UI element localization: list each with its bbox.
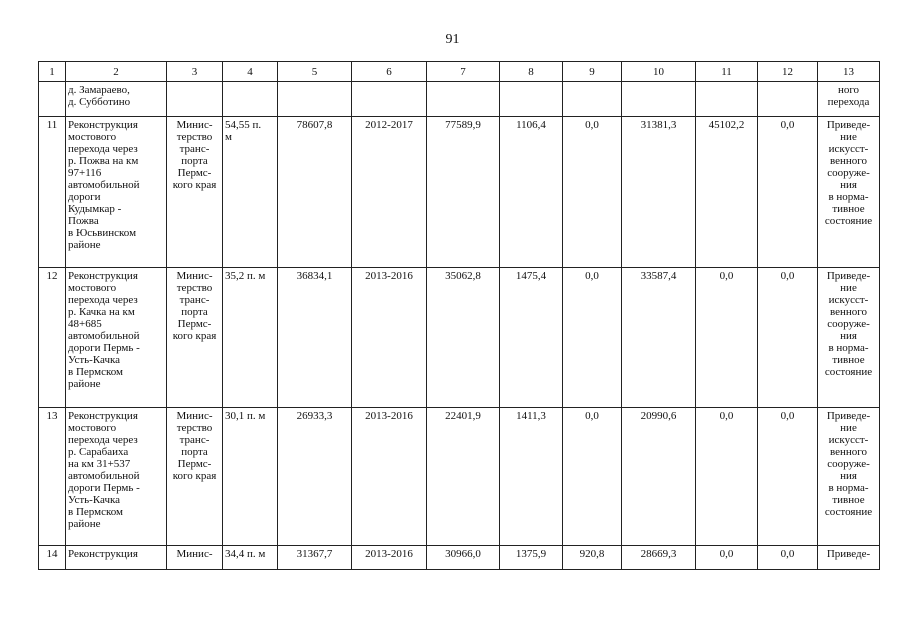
column-header: 3 <box>167 62 223 82</box>
table-cell <box>167 82 223 117</box>
object-name-cell: Реконструкция мостового перехода через р. Качка на км 48+685 автомобильной дороги Пермь - Усть-Качка в Пермском районе <box>66 268 167 408</box>
column-header: 1 <box>39 62 66 82</box>
executor-cell: Минис- терство транс- порта Пермс- кого края <box>167 268 223 408</box>
length-cell: 54,55 п. м <box>223 117 278 268</box>
table-cell <box>39 82 66 117</box>
column-header: 4 <box>223 62 278 82</box>
table-row <box>39 408 880 546</box>
object-name-cell: д. Замараево, д. Субботино <box>66 82 167 117</box>
value-cell: 0,0 <box>696 268 758 408</box>
table-row <box>39 268 880 408</box>
table-cell <box>758 82 818 117</box>
column-header: 5 <box>278 62 352 82</box>
column-header: 11 <box>696 62 758 82</box>
value-cell: 0,0 <box>758 546 818 570</box>
value-cell: 0,0 <box>758 408 818 546</box>
total-cost-cell: 26933,3 <box>278 408 352 546</box>
value-cell: 20990,6 <box>622 408 696 546</box>
executor-cell: Минис- терство транс- порта Пермс- кого края <box>167 408 223 546</box>
table-cell <box>352 82 427 117</box>
value-cell: 1375,9 <box>500 546 563 570</box>
length-cell: 34,4 п. м <box>223 546 278 570</box>
period-cell: 2013-2016 <box>352 268 427 408</box>
value-cell: 28669,3 <box>622 546 696 570</box>
table-cell <box>427 82 500 117</box>
table-row <box>39 546 880 570</box>
table-cell <box>563 82 622 117</box>
value-cell: 35062,8 <box>427 268 500 408</box>
value-cell: 1106,4 <box>500 117 563 268</box>
column-header: 9 <box>563 62 622 82</box>
total-cost-cell: 78607,8 <box>278 117 352 268</box>
value-cell: 0,0 <box>563 268 622 408</box>
value-cell: 1411,3 <box>500 408 563 546</box>
period-cell: 2013-2016 <box>352 546 427 570</box>
value-cell: 45102,2 <box>696 117 758 268</box>
table-cell <box>223 82 278 117</box>
result-cell: Приведе- ние искусст- венного сооруже- ния в норма- тивное состояние <box>818 408 880 546</box>
executor-cell: Минис- <box>167 546 223 570</box>
column-header: 13 <box>818 62 880 82</box>
column-header: 6 <box>352 62 427 82</box>
value-cell: 22401,9 <box>427 408 500 546</box>
column-header: 10 <box>622 62 696 82</box>
table-row <box>39 117 880 268</box>
row-number-cell: 13 <box>39 408 66 546</box>
result-cell: Приведе- <box>818 546 880 570</box>
value-cell: 31381,3 <box>622 117 696 268</box>
length-cell: 35,2 п. м <box>223 268 278 408</box>
value-cell: 0,0 <box>563 408 622 546</box>
row-number-cell: 11 <box>39 117 66 268</box>
value-cell: 920,8 <box>563 546 622 570</box>
page-number: 91 <box>445 32 460 47</box>
object-name-cell: Реконструкция <box>66 546 167 570</box>
row-number-cell: 12 <box>39 268 66 408</box>
column-header: 12 <box>758 62 818 82</box>
object-name-cell: Реконструкция мостового перехода через р. Сарабаиха на км 31+537 автомобильной дороги Пермь - Усть-Качка в Пермском районе <box>66 408 167 546</box>
length-cell: 30,1 п. м <box>223 408 278 546</box>
continuation-row <box>39 82 880 117</box>
column-number-header-row <box>39 62 880 82</box>
value-cell: 77589,9 <box>427 117 500 268</box>
total-cost-cell: 31367,7 <box>278 546 352 570</box>
table-cell <box>500 82 563 117</box>
object-name-cell: Реконструкция мостового перехода через р. Пожва на км 97+116 автомобильной дороги Кудымкар - Пожва в Юсьвинском районе <box>66 117 167 268</box>
column-header: 8 <box>500 62 563 82</box>
value-cell: 0,0 <box>563 117 622 268</box>
row-number-cell: 14 <box>39 546 66 570</box>
value-cell: 30966,0 <box>427 546 500 570</box>
value-cell: 0,0 <box>696 408 758 546</box>
period-cell: 2012-2017 <box>352 117 427 268</box>
value-cell: 33587,4 <box>622 268 696 408</box>
value-cell: 0,0 <box>758 117 818 268</box>
program-table <box>38 61 880 570</box>
value-cell: 0,0 <box>758 268 818 408</box>
result-cell: Приведе- ние искусст- венного сооруже- ния в норма- тивное состояние <box>818 268 880 408</box>
total-cost-cell: 36834,1 <box>278 268 352 408</box>
value-cell: 1475,4 <box>500 268 563 408</box>
table-cell <box>696 82 758 117</box>
result-cell: Приведе- ние искусст- венного сооруже- ния в норма- тивное состояние <box>818 117 880 268</box>
table-cell <box>622 82 696 117</box>
result-cell: ного перехода <box>818 82 880 117</box>
column-header: 7 <box>427 62 500 82</box>
period-cell: 2013-2016 <box>352 408 427 546</box>
table-cell <box>278 82 352 117</box>
executor-cell: Минис- терство транс- порта Пермс- кого края <box>167 117 223 268</box>
value-cell: 0,0 <box>696 546 758 570</box>
column-header: 2 <box>66 62 167 82</box>
